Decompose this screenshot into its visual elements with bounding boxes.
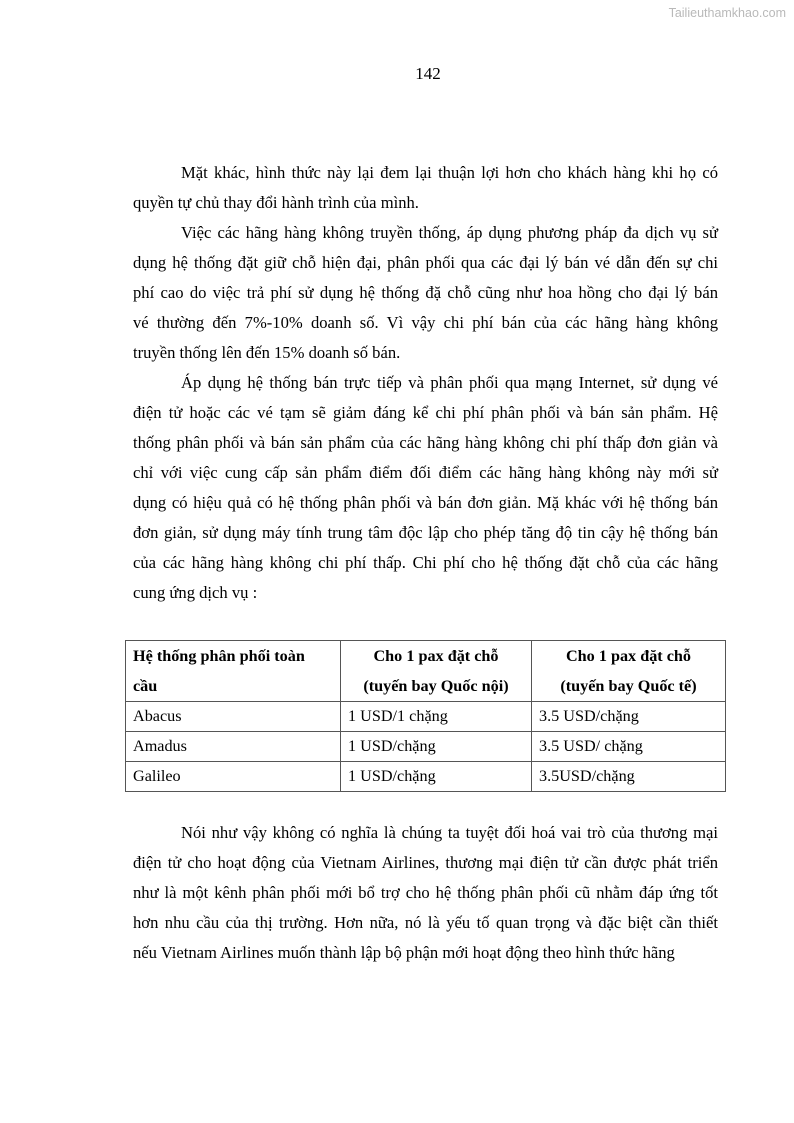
table-cell: Galileo bbox=[126, 762, 341, 792]
text-line: của các hãng hàng không chi phí thấp. Chi phí cho hệ thống đặt chỗ của các hãng bbox=[133, 553, 718, 572]
header-subtext: (tuyến bay Quốc nội) bbox=[363, 677, 509, 695]
table-row bbox=[126, 732, 726, 762]
text-line: Áp dụng hệ thống bán trực tiếp và phân phối qua mạng Internet, sử dụng vé bbox=[181, 373, 718, 392]
table-cell: 3.5 USD/ chặng bbox=[532, 732, 726, 762]
table-header-row bbox=[126, 641, 726, 702]
text-line: cung ứng dịch vụ : bbox=[133, 583, 258, 602]
table-cell: 3.5 USD/chặng bbox=[532, 702, 726, 732]
body-text-bottom bbox=[133, 818, 718, 968]
table-cell: 3.5USD/chặng bbox=[532, 762, 726, 792]
text-line: chỉ với việc cung cấp sản phẩm điểm đối điểm các hãng hàng không này mới sử bbox=[133, 463, 718, 482]
header-text: Hệ thống phân phối toàn cầu bbox=[133, 647, 305, 695]
text-line: Việc các hãng hàng không truyền thống, áp dụng phương pháp đa dịch vụ sử bbox=[181, 223, 718, 242]
table-cell: Amadus bbox=[126, 732, 341, 762]
text-line: hơn nhu cầu của thị trường. Hơn nữa, nó là yếu tố quan trọng và đặc biệt cần thiết bbox=[133, 913, 718, 932]
header-cell bbox=[341, 641, 532, 702]
text-line: truyền thống lên đến 15% doanh số bán. bbox=[133, 343, 401, 362]
header-text: Cho 1 pax đặt chỗ bbox=[565, 647, 692, 665]
text-line: quyền tự chủ thay đổi hành trình của mình. bbox=[133, 193, 419, 212]
text-line: nếu Vietnam Airlines muốn thành lập bộ phận mới hoạt động theo hình thức hãng bbox=[133, 943, 675, 962]
text-line: điện tử cho hoạt động của Vietnam Airlines, thương mại điện tử cần được phát triển bbox=[133, 853, 718, 872]
table-cell: Abacus bbox=[126, 702, 341, 732]
body-text-top bbox=[133, 158, 718, 608]
text-line: vé thường đến 7%-10% doanh số. Vì vậy chi phí bán của các hãng hàng không bbox=[133, 313, 718, 332]
table-cell: 1 USD/chặng bbox=[341, 762, 532, 792]
text-line: đơn giản, sử dụng máy tính trung tâm độc lập cho phép tăng độ tin cậy hệ thống bán bbox=[133, 523, 718, 542]
text-line: phí cao do việc trả phí sử dụng hệ thống đặ chỗ cũng như hoa hồng cho đại lý bán bbox=[133, 283, 718, 302]
header-cell bbox=[532, 641, 726, 702]
page-number: 142 bbox=[415, 64, 441, 83]
header-text: Cho 1 pax đặt chỗ bbox=[373, 647, 499, 665]
gds-cost-table bbox=[125, 640, 726, 792]
text-line: dụng có hiệu quả có hệ thống phân phối và bán đơn giản. Mặ khác với hệ thống bán bbox=[133, 493, 718, 512]
text-line: dụng hệ thống đặt giữ chỗ hiện đại, phân phối qua các đại lý bán vé dẫn đến sự chi bbox=[133, 253, 718, 272]
text-line: Mặt khác, hình thức này lại đem lại thuận lợi hơn cho khách hàng khi họ có bbox=[181, 163, 718, 182]
table-row bbox=[126, 762, 726, 792]
text-line: như là một kênh phân phối mới bổ trợ cho hệ thống phân phối cũ nhằm đáp ứng tốt bbox=[133, 883, 718, 902]
table-cell: 1 USD/chặng bbox=[341, 732, 532, 762]
text-line: Nói như vậy không có nghĩa là chúng ta tuyệt đối hoá vai trò của thương mại bbox=[181, 823, 718, 842]
text-line: thống phân phối và bán sản phẩm của các hãng hàng không chi phí thấp đơn giản và bbox=[133, 433, 718, 452]
watermark: Tailieuthamkhao.com bbox=[668, 6, 786, 20]
header-cell bbox=[126, 641, 341, 702]
text-line: điện tử hoặc các vé tạm sẽ giảm đáng kể chi phí phân phối và bán sản phẩm. Hệ bbox=[133, 403, 718, 422]
table-row bbox=[126, 702, 726, 732]
header-subtext: (tuyến bay Quốc tế) bbox=[560, 677, 697, 695]
table-cell: 1 USD/1 chặng bbox=[341, 702, 532, 732]
